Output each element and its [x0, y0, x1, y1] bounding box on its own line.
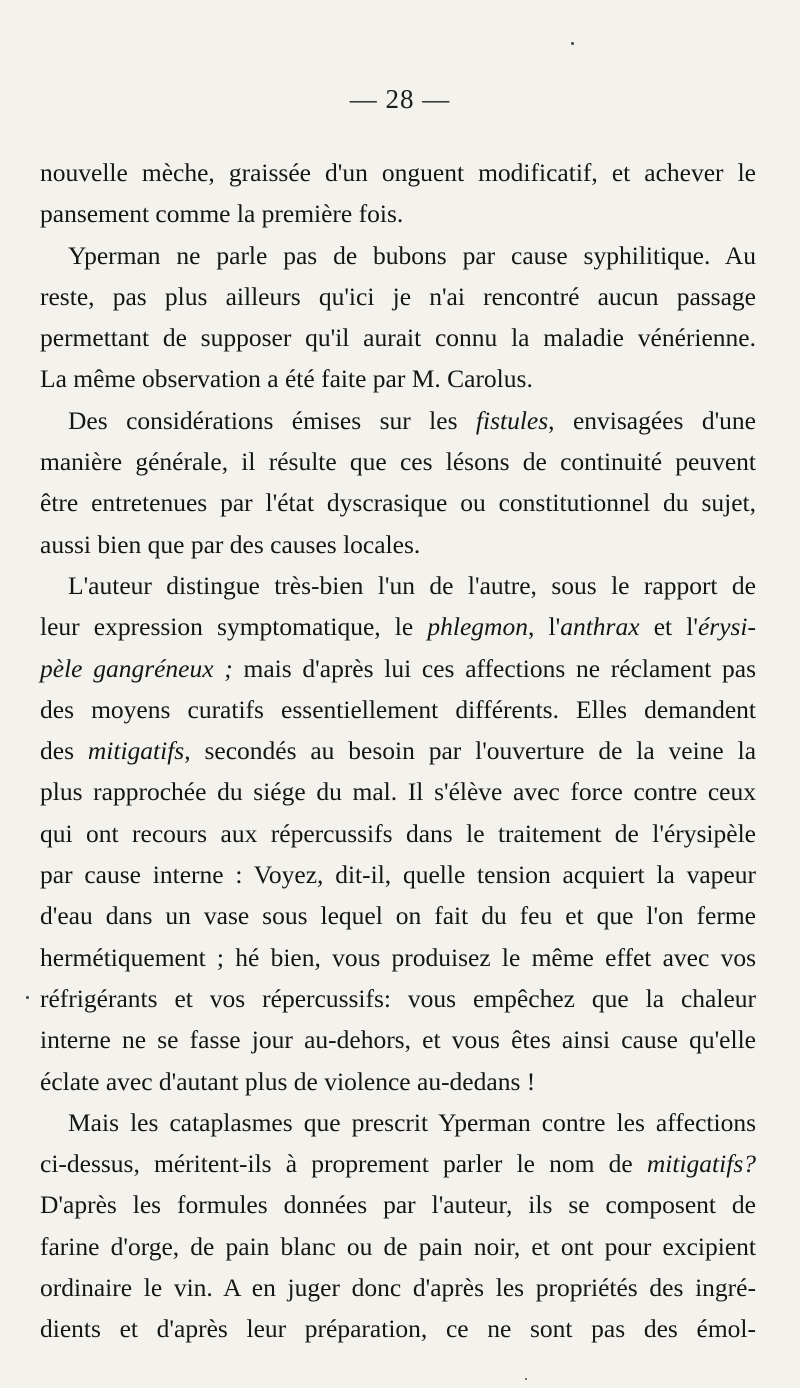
text-line: pèle gangréneux ; mais d'après lui ces affections ne réclament pas: [40, 653, 757, 683]
paragraph: [40, 235, 756, 400]
text-line: ci-dessus, méritent-ils à proprement parler le nom de mitigatifs?: [40, 1149, 756, 1179]
text-line: leur expression symptomatique, le phlegmon, l'anthrax et l'érysi-: [40, 612, 757, 642]
text-line: interne ne se fasse jour au-dehors, et vous êtes ainsi cause qu'elle: [40, 1025, 756, 1055]
text-line: hermétiquement ; hé bien, vous produisez le même effet avec vos: [40, 942, 756, 972]
text-line: pansement comme la première fois.: [40, 199, 404, 229]
text-line: éclate avec d'autant plus de violence au-dedans !: [40, 1066, 536, 1096]
text-line: Yperman ne parle pas de bubons par cause syphilitique. Au: [68, 240, 756, 270]
paragraph: [40, 565, 756, 1102]
text-line: aussi bien que par des causes locales.: [40, 529, 421, 559]
text-line: des moyens curatifs essentiellement différents. Elles demandent: [40, 694, 756, 724]
text-line: reste, pas plus ailleurs qu'ici je n'ai rencontré aucun passage: [40, 281, 756, 311]
text-line: farine d'orge, de pain blanc ou de pain noir, et ont pour excipient: [40, 1231, 756, 1261]
text-line: manière générale, il résulte que ces lésons de continuité peuvent: [40, 447, 756, 477]
paragraph: [40, 152, 756, 235]
text-line: L'auteur distingue très-bien l'un de l'autre, sous le rapport de: [68, 570, 756, 600]
body-text: [40, 152, 756, 1350]
text-line: être entretenues par l'état dyscrasique ou constitutionnel du sujet,: [40, 488, 756, 518]
ink-speck: [525, 1378, 527, 1380]
text-line: nouvelle mèche, graissée d'un onguent modificatif, et achever le: [40, 158, 756, 187]
text-line: La même observation a été faite par M. Carolus.: [40, 364, 533, 394]
text-line: ordinaire le vin. A en juger donc d'après les propriétés des ingré-: [40, 1273, 756, 1303]
text-line: des mitigatifs, secondés au besoin par l'ouverture de la veine la: [40, 736, 757, 766]
text-line: plus rapprochée du siége du mal. Il s'élève avec force contre ceux: [40, 777, 756, 807]
text-line: Mais les cataplasmes que prescrit Yperman contre les affections: [68, 1107, 756, 1137]
text-line: dients et d'après leur préparation, ce ne sont pas des émol-: [40, 1314, 756, 1344]
text-line: Des considérations émises sur les fistules, envisagées d'une: [68, 405, 756, 435]
text-line: permettant de supposer qu'il aurait connu la maladie vénérienne.: [40, 323, 756, 353]
ink-speck: [26, 996, 29, 999]
text-line: D'après les formules données par l'auteur, ils se composent de: [40, 1190, 756, 1220]
text-line: par cause interne : Voyez, dit-il, quelle tension acquiert la vapeur: [40, 860, 756, 890]
text-line: réfrigérants et vos répercussifs: vous empêchez que la chaleur: [40, 983, 756, 1013]
page-number: — 28 —: [349, 84, 451, 114]
text-line: d'eau dans un vase sous lequel on fait du feu et que l'on ferme: [40, 901, 756, 931]
text-line: qui ont recours aux répercussifs dans le traitement de l'érysipèle: [40, 818, 756, 848]
paragraph: [40, 1102, 756, 1350]
ink-speck: [571, 42, 574, 45]
paragraph: [40, 400, 756, 565]
